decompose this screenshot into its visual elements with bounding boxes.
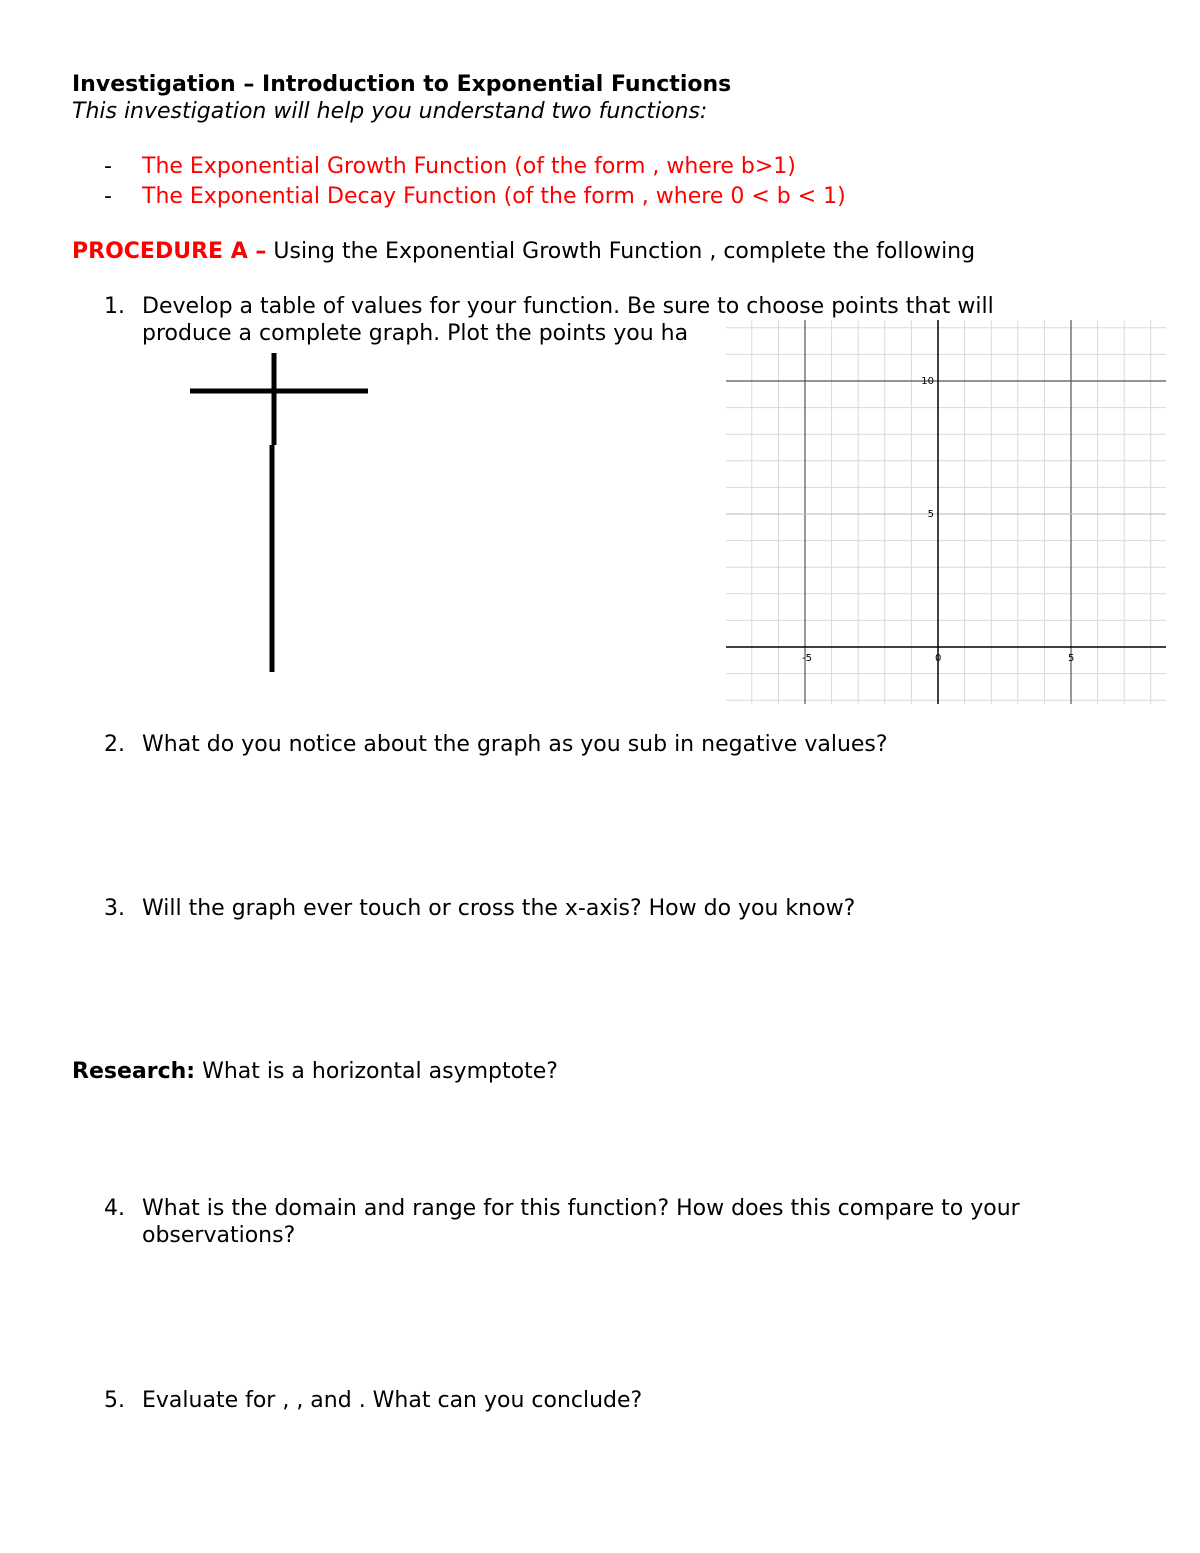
question-number: 2. [104, 732, 125, 757]
question-number: 3. [104, 896, 125, 921]
bullet-decay-function: The Exponential Decay Function (of the form , where 0 < b < 1) [142, 184, 846, 209]
x-tick-label: -5 [802, 653, 812, 664]
table-of-values-t-chart [186, 350, 376, 680]
coordinate-grid [726, 320, 1166, 704]
procedure-text: Using the Exponential Growth Function , complete the following [266, 239, 976, 264]
question-1-line2: produce a complete graph. Plot the points you ha [142, 321, 689, 346]
question-number: 1. [104, 294, 125, 319]
question-4-line2: observations? [142, 1223, 296, 1248]
x-tick-label: 5 [1068, 653, 1075, 664]
research-text: What is a horizontal asymptote? [195, 1059, 558, 1084]
page-subtitle: This investigation will help you understand two functions: [72, 99, 708, 124]
question-2-text: What do you notice about the graph as you sub in negative values? [142, 732, 888, 757]
research-prompt [72, 1059, 558, 1084]
question-number: 4. [104, 1196, 125, 1221]
question-3-text: Will the graph ever touch or cross the x-axis? How do you know? [142, 896, 856, 921]
y-tick-label: 10 [921, 376, 934, 387]
bullet-growth-function: The Exponential Growth Function (of the form , where b>1) [142, 154, 796, 179]
procedure-a [72, 239, 975, 264]
page-title: Investigation – Introduction to Exponential Functions [72, 72, 732, 97]
question-1-line1: Develop a table of values for your function. Be sure to choose points that will [142, 294, 994, 319]
bullet-dash: - [104, 154, 112, 179]
bullet-dash: - [104, 184, 112, 209]
question-4-line1: What is the domain and range for this function? How does this compare to your [142, 1196, 1020, 1221]
question-5-text: Evaluate for , , and . What can you conclude? [142, 1388, 643, 1413]
y-tick-label: 5 [927, 509, 934, 520]
procedure-lead: PROCEDURE A – [72, 239, 267, 264]
question-number: 5. [104, 1388, 125, 1413]
axes [726, 320, 1166, 704]
research-label: Research: [72, 1059, 196, 1084]
x-tick-label: 0 [935, 653, 942, 664]
